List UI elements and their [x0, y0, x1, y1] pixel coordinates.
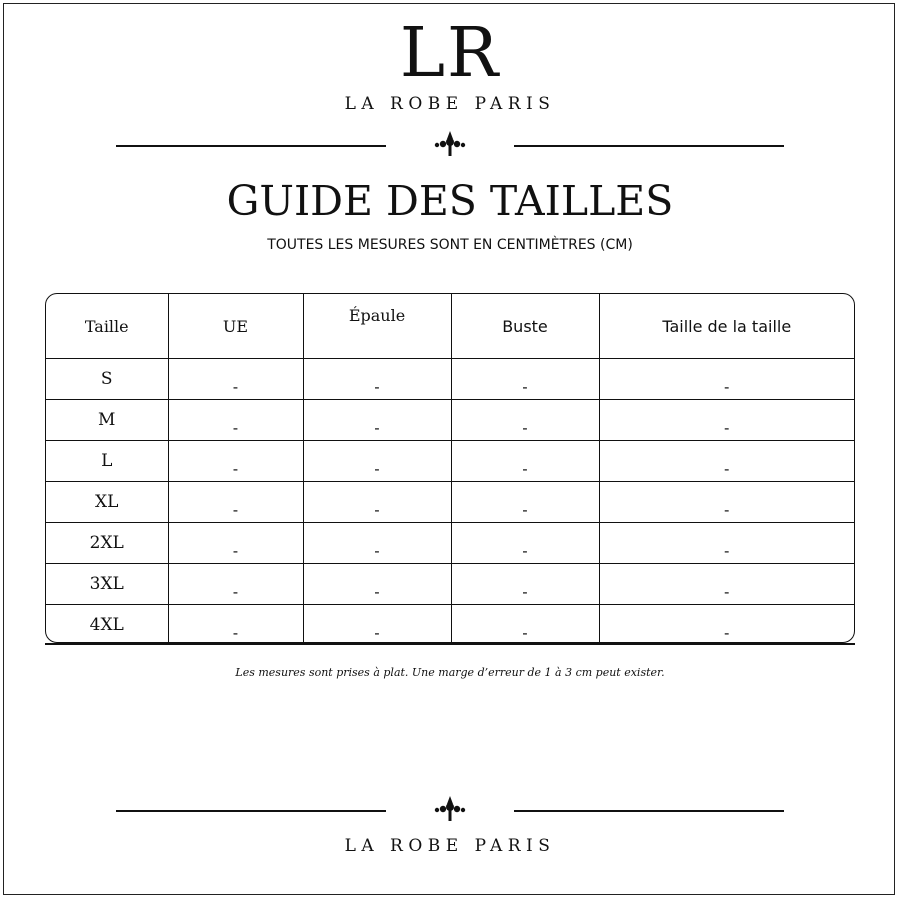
- value-cell: -: [168, 441, 303, 482]
- value-cell: -: [599, 441, 854, 482]
- value-cell: -: [168, 359, 303, 400]
- value-cell: -: [599, 359, 854, 400]
- fleur-de-lis-icon: [432, 130, 468, 160]
- fleur-de-lis-icon: [432, 795, 468, 825]
- value-cell: -: [303, 400, 451, 441]
- column-header-taille-de-la-taille: Taille de la taille: [599, 294, 854, 359]
- value-cell: -: [303, 605, 451, 644]
- divider-line-left: [116, 145, 386, 147]
- value-cell: -: [599, 605, 854, 644]
- value-cell: -: [451, 605, 599, 644]
- table-row: [46, 400, 854, 441]
- divider-line-right: [514, 145, 784, 147]
- ornament-divider-bottom: [0, 795, 900, 825]
- value-cell: -: [451, 441, 599, 482]
- column-header-taille: Taille: [46, 294, 168, 359]
- size-cell: XL: [46, 482, 168, 523]
- value-cell: -: [599, 400, 854, 441]
- value-cell: -: [168, 605, 303, 644]
- divider-line-left: [116, 810, 386, 812]
- table-header-row: [46, 294, 854, 359]
- size-cell: 3XL: [46, 564, 168, 605]
- value-cell: -: [168, 523, 303, 564]
- value-cell: -: [168, 400, 303, 441]
- brand-name: LA ROBE PARIS: [344, 94, 556, 114]
- value-cell: -: [303, 564, 451, 605]
- logo: LR: [399, 14, 501, 93]
- value-cell: -: [599, 482, 854, 523]
- value-cell: -: [451, 482, 599, 523]
- table-row: [46, 441, 854, 482]
- page-title: GUIDE DES TAILLES: [226, 177, 674, 225]
- size-table-container: [45, 293, 855, 643]
- ornament-divider: [0, 130, 900, 160]
- table-underline: [45, 643, 855, 645]
- size-cell: 4XL: [46, 605, 168, 644]
- value-cell: -: [451, 564, 599, 605]
- column-header-ue: UE: [168, 294, 303, 359]
- value-cell: -: [303, 523, 451, 564]
- table-row: [46, 605, 854, 644]
- value-cell: -: [451, 359, 599, 400]
- column-header-buste: Buste: [451, 294, 599, 359]
- measurement-note: Les mesures sont prises à plat. Une marge d’erreur de 1 à 3 cm peut exister.: [235, 666, 665, 679]
- value-cell: -: [303, 441, 451, 482]
- size-cell: M: [46, 400, 168, 441]
- size-cell: S: [46, 359, 168, 400]
- table-row: [46, 564, 854, 605]
- value-cell: -: [451, 523, 599, 564]
- size-cell: L: [46, 441, 168, 482]
- footer-brand-name: LA ROBE PARIS: [344, 836, 556, 856]
- value-cell: -: [303, 482, 451, 523]
- value-cell: -: [451, 400, 599, 441]
- table-row: [46, 359, 854, 400]
- size-cell: 2XL: [46, 523, 168, 564]
- size-table: [46, 294, 854, 643]
- value-cell: -: [168, 482, 303, 523]
- value-cell: -: [599, 523, 854, 564]
- value-cell: -: [303, 359, 451, 400]
- value-cell: -: [168, 564, 303, 605]
- table-row: [46, 523, 854, 564]
- units-subtitle: TOUTES LES MESURES SONT EN CENTIMÈTRES (CM): [267, 237, 633, 253]
- table-row: [46, 482, 854, 523]
- value-cell: -: [599, 564, 854, 605]
- divider-line-right: [514, 810, 784, 812]
- column-header-epaule: Épaule: [303, 294, 451, 359]
